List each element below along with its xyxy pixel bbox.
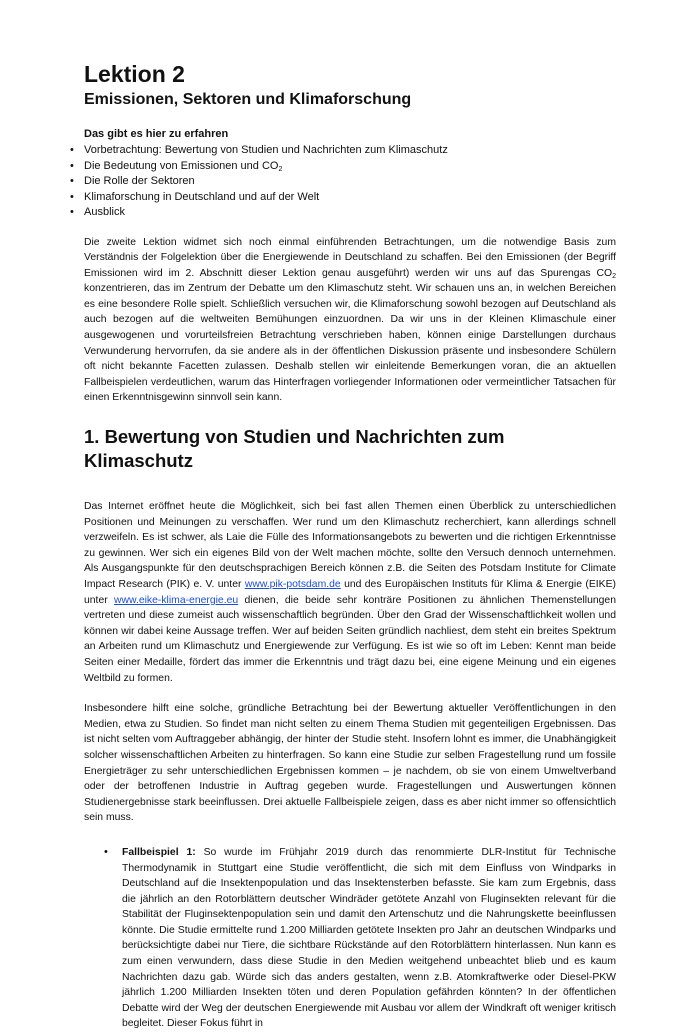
intro-text-b: konzentrieren, das im Zentrum der Debatte um den Klimaschutz steht. Wir schauen uns an, in welchen Bereichen es eine besondere Rolle spielt. Schließlich versuchen wir, die Klimaforschung sowohl bezogen auf Deutschland als auch bezogen auf die weltweiten Bemühungen einzuordnen. Da wir uns in der Kleinen Klimaschule einer ausgewogenen und vorurteilsfreien Betrachtung verschrieben haben, können einige Darstellungen durchaus Verwunderung hervorrufen, da sie andere als in der öffentlichen Diskussion präsente und insbesondere Schülern oft nicht bekannte Facetten zulassen. Deshalb stellen wir einleitende Bemerkungen voran, die an aktuellen Fallbeispielen verdeutlichen, warum das Hinterfragen vorliegender Informationen oder vermeintlicher Tatsachen für einen Erkenntnisgewinn sinnvoll sein kann.: [84, 283, 616, 404]
pik-link[interactable]: www.pik-potsdam.de: [244, 579, 341, 590]
intro-paragraph: [84, 235, 616, 407]
eike-link[interactable]: www.eike-klima-energie.eu: [114, 594, 239, 606]
case-list: [84, 845, 616, 1032]
case-item: [122, 845, 616, 1032]
overview-item: • Vorbetrachtung: Bewertung von Studien und Nachrichten zum Klimaschutz: [68, 143, 616, 159]
paragraph-text: Das Internet eröffnet heute die Möglichkeit, sich bei fast allen Themen einen Überblick zu unterschiedlichen Positionen und Meinungen zu verschaffen. Wer rund um den Klimaschutz recherchiert, kann allerdings schnell verzweifeln. Es ist schwer, als Laie die Fülle des Informationsangebots zu bewerten und die richtigen Erkenntnisse zu gewinnen. Wer sich ein eigenes Bild von der Welt machen möchte, sollte den Versuch dennoch unternehmen. Als Ausgangspunkte für den deutschsprachigen Bereich können z.B. die Seiten des Potsdam Institute for Climate Impact Research (PIK) e. V. unter: [84, 501, 616, 590]
document-page: [84, 60, 616, 1032]
overview-item-text: Die Bedeutung von Emissionen und CO: [84, 159, 279, 172]
subscript: 2: [278, 165, 283, 173]
overview-item: [68, 190, 616, 206]
section-paragraph-2: Insbesondere hilft eine solche, gründliche Betrachtung bei der Bewertung aktueller Veröffentlichungen in den Medien, etwa zu Studien. So findet man nicht selten zu einem Thema Studien mit gegenteiligen Ergebnissen. Das ist nicht selten vom Auftraggeber abhängig, der hinter der Studie steht. Insofern lohnt es immer, die Unabhängigkeit solcher wissenschaftlichen Arbeiten zu hinterfragen. So kann eine Studie zur selben Fragestellung rund um fossile Energieträger zu sehr unterschiedlichen Ergebnissen kommen – je nachdem, ob sie von einem Umweltverband oder der betroffenen Industrie in Auftrag gegeben wurde. Fragestellungen und Auswertungen können Studienergebnisse stark beeinflussen. Drei aktuelle Fallbeispiele zeigen, dass es aber nicht immer so offensichtlich sein muss.: [84, 703, 616, 824]
section-paragraph-1: [84, 499, 616, 686]
subscript: 2: [612, 272, 616, 280]
lesson-title: Lektion 2: [84, 61, 185, 87]
case-label: Fallbeispiel 1:: [122, 846, 196, 858]
case-paragraph: [122, 845, 616, 1032]
section-title: 1. Bewertung von Studien und Nachrichten zum Klimaschutz: [84, 426, 505, 472]
overview-heading: Das gibt es hier zu erfahren: [84, 128, 229, 140]
overview-item: [68, 159, 616, 175]
lesson-subtitle: Emissionen, Sektoren und Klimaforschung: [84, 91, 412, 108]
overview-item: • Ausblick: [68, 205, 616, 221]
intro-text-a: Die zweite Lektion widmet sich noch einmal einführenden Betrachtungen, um die notwendige Basis zum Verständnis der Folgelektion über die Energiewende in Deutschland zu schaffen. Bei den Emissionen (der Begriff Emissionen wird im 2. Abschnitt dieser Lektion genau ausgeführt) werden wir uns auf das Spurengas CO: [84, 236, 616, 279]
paragraph-text: und des Europäischen Instituts für Klima & Energie (EIKE) unter: [84, 579, 616, 606]
overview-item-text: Klimaforschung in Deutschland und auf der Welt: [84, 190, 320, 203]
case-text: So wurde im Frühjahr 2019 durch das renommierte DLR-Institut für Technische Thermodynamik in Stuttgart eine Studie veröffentlicht, die sich mit dem Einfluss von Windparks in Deutschland auf die Insektenpopulation und das Insektensterben befasste. Sie kam zum Ergebnis, dass die jährlich an den Rotorblättern deutscher Windräder getötete Anzahl von Fluginsekten relevant für die Stabilität der Fluginsektenpopulation sein und damit den Artenschutz und die Nahrungskette beeinflussen könnte. Die Studie ermittelte rund 1.200 Milliarden getötete Insekten pro Jahr an deutschen Windparks und berücksichtigte dabei nur Tiere, die sichtbare Rückstände auf den Rotorblättern hinterlassen. Nun kann es zum einen verwundern, dass diese Studie in den Medien weitgehend unbeachtet blieb und es kaum Nachrichten dazu gab. Würde sich das anders gestalten, wenn z.B. Atomkraftwerke oder Diesel-PKW jährlich 1.200 Milliarden Insekten töten und deren Population gefährden könnten? In der öffentlichen Debatte wird der Weg der deutschen Energiewende mit Ausbau vor allem der Windkraft oft weniger kritisch begleitet. Dieser Fokus führt in: [122, 846, 616, 1030]
overview-list: [68, 143, 616, 221]
paragraph-text: dienen, die beide sehr konträre Positionen zu ähnlichen Themenstellungen vertreten und diese zumeist auch wissenschaftlich begründen. Über den Grad der Wissenschaftlichkeit wollen und können wir dabei keine Aussage treffen. Wer auf beiden Seiten gründlich nachliest, dem steht ein breites Spektrum an Arbeiten rund um Klimaschutz und Energiewende zur Verfügung. Es ist wie so oft im Leben: Kennt man beide Seiten einer Medaille, fördert das immer die Erkenntnis und trägt dazu bei, eine eigene Meinung und ein eigenes Weltbild zu formen.: [84, 594, 616, 684]
overview-item: • Die Rolle der Sektoren: [68, 174, 616, 190]
